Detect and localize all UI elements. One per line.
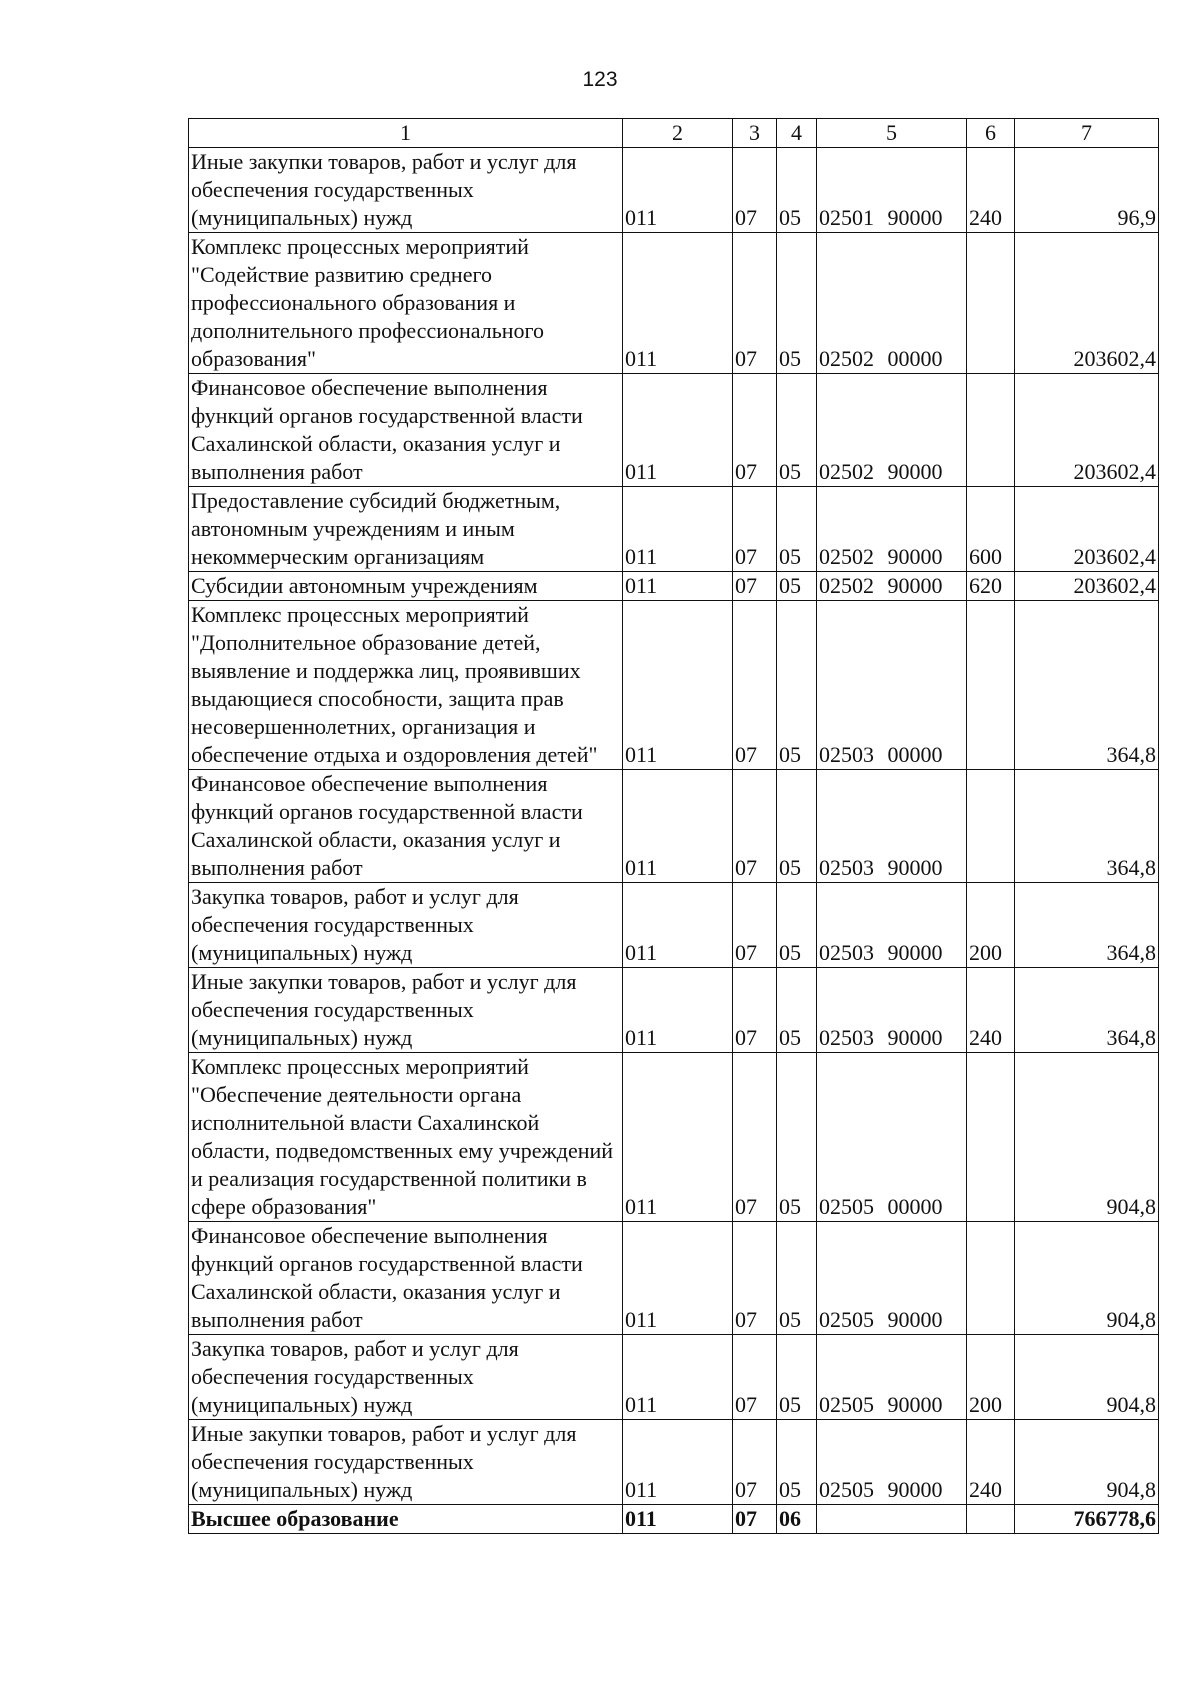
table-row — [189, 572, 1159, 601]
col-header-6: 6 — [967, 119, 1015, 148]
cell-name: Комплекс процессных мероприятий "Содействие развитию среднего профессионального образования и дополнительного профессионального образования" — [189, 233, 623, 374]
cell-ministry-code: 011 — [623, 601, 733, 770]
cell-expense-type — [967, 601, 1015, 770]
cell-expense-type: 620 — [967, 572, 1015, 601]
cell-expense-type: 240 — [967, 148, 1015, 233]
cell-subsection-code: 05 — [777, 770, 817, 883]
cell-section-code: 07 — [733, 487, 777, 572]
cell-section-code: 07 — [733, 770, 777, 883]
cell-subsection-code: 05 — [777, 968, 817, 1053]
cell-section-code: 07 — [733, 148, 777, 233]
cell-target-code: 02502 00000 — [817, 233, 967, 374]
table-row — [189, 1420, 1159, 1505]
cell-target-code: 02505 90000 — [817, 1335, 967, 1420]
col-header-2: 2 — [623, 119, 733, 148]
cell-ministry-code: 011 — [623, 770, 733, 883]
cell-name: Субсидии автономным учреждениям — [189, 572, 623, 601]
table-row — [189, 883, 1159, 968]
cell-target-code — [817, 1505, 967, 1534]
cell-target-code: 02502 90000 — [817, 374, 967, 487]
cell-amount: 904,8 — [1015, 1335, 1159, 1420]
cell-subsection-code: 05 — [777, 601, 817, 770]
table-row — [189, 601, 1159, 770]
cell-amount: 203602,4 — [1015, 233, 1159, 374]
cell-section-code: 07 — [733, 233, 777, 374]
col-header-1: 1 — [189, 119, 623, 148]
cell-expense-type — [967, 374, 1015, 487]
table-row — [189, 1222, 1159, 1335]
table-row — [189, 148, 1159, 233]
cell-amount: 904,8 — [1015, 1222, 1159, 1335]
cell-section-code: 07 — [733, 883, 777, 968]
cell-expense-type — [967, 770, 1015, 883]
cell-amount: 364,8 — [1015, 770, 1159, 883]
cell-section-code: 07 — [733, 1222, 777, 1335]
cell-target-code: 02505 00000 — [817, 1053, 967, 1222]
cell-amount: 203602,4 — [1015, 487, 1159, 572]
cell-expense-type — [967, 1222, 1015, 1335]
cell-ministry-code: 011 — [623, 1335, 733, 1420]
cell-subsection-code: 05 — [777, 572, 817, 601]
cell-ministry-code: 011 — [623, 487, 733, 572]
cell-ministry-code: 011 — [623, 1505, 733, 1534]
cell-ministry-code: 011 — [623, 883, 733, 968]
cell-name: Комплекс процессных мероприятий "Обеспечение деятельности органа исполнительной власти Сахалинской области, подведомственных ему учреждений и реализация государственной политики в сфере образования" — [189, 1053, 623, 1222]
cell-section-code: 07 — [733, 1053, 777, 1222]
col-header-3: 3 — [733, 119, 777, 148]
cell-target-code: 02503 90000 — [817, 770, 967, 883]
page-number: 123 — [582, 68, 618, 91]
cell-expense-type — [967, 1505, 1015, 1534]
cell-amount: 364,8 — [1015, 601, 1159, 770]
col-header-5: 5 — [817, 119, 967, 148]
cell-subsection-code: 05 — [777, 1420, 817, 1505]
cell-name: Финансовое обеспечение выполнения функций органов государственной власти Сахалинской области, оказания услуг и выполнения работ — [189, 770, 623, 883]
cell-subsection-code: 06 — [777, 1505, 817, 1534]
cell-section-code: 07 — [733, 601, 777, 770]
cell-section-code: 07 — [733, 1335, 777, 1420]
cell-name: Закупка товаров, работ и услуг для обеспечения государственных (муниципальных) нужд — [189, 1335, 623, 1420]
cell-expense-type — [967, 1053, 1015, 1222]
table-row — [189, 968, 1159, 1053]
cell-amount: 904,8 — [1015, 1053, 1159, 1222]
cell-target-code: 02505 90000 — [817, 1222, 967, 1335]
cell-subsection-code: 05 — [777, 233, 817, 374]
col-header-4: 4 — [777, 119, 817, 148]
cell-amount: 203602,4 — [1015, 374, 1159, 487]
cell-section-code: 07 — [733, 1505, 777, 1534]
cell-name: Иные закупки товаров, работ и услуг для обеспечения государственных (муниципальных) нужд — [189, 148, 623, 233]
table-row — [189, 770, 1159, 883]
cell-target-code: 02502 90000 — [817, 572, 967, 601]
cell-section-code: 07 — [733, 572, 777, 601]
cell-name: Предоставление субсидий бюджетным, автономным учреждениям и иным некоммерческим организациям — [189, 487, 623, 572]
cell-expense-type: 240 — [967, 968, 1015, 1053]
cell-subsection-code: 05 — [777, 1053, 817, 1222]
col-header-7: 7 — [1015, 119, 1159, 148]
cell-target-code: 02503 00000 — [817, 601, 967, 770]
cell-amount: 203602,4 — [1015, 572, 1159, 601]
cell-name: Иные закупки товаров, работ и услуг для обеспечения государственных (муниципальных) нужд — [189, 1420, 623, 1505]
total-row — [189, 1505, 1159, 1534]
cell-expense-type: 200 — [967, 883, 1015, 968]
cell-expense-type: 200 — [967, 1335, 1015, 1420]
cell-expense-type: 600 — [967, 487, 1015, 572]
cell-name: Закупка товаров, работ и услуг для обеспечения государственных (муниципальных) нужд — [189, 883, 623, 968]
cell-ministry-code: 011 — [623, 968, 733, 1053]
table-row — [189, 374, 1159, 487]
cell-expense-type: 240 — [967, 1420, 1015, 1505]
cell-amount: 364,8 — [1015, 883, 1159, 968]
cell-name: Комплекс процессных мероприятий "Дополнительное образование детей, выявление и поддержка лиц, проявивших выдающиеся способности, защита прав несовершеннолетних, организация и обеспечение отдыха и оздоровления детей" — [189, 601, 623, 770]
cell-ministry-code: 011 — [623, 233, 733, 374]
table-row — [189, 1053, 1159, 1222]
cell-target-code: 02501 90000 — [817, 148, 967, 233]
budget-table — [188, 118, 1159, 1534]
cell-ministry-code: 011 — [623, 1222, 733, 1335]
cell-section-code: 07 — [733, 1420, 777, 1505]
cell-subsection-code: 05 — [777, 148, 817, 233]
cell-name: Финансовое обеспечение выполнения функций органов государственной власти Сахалинской области, оказания услуг и выполнения работ — [189, 374, 623, 487]
table-row — [189, 487, 1159, 572]
cell-subsection-code: 05 — [777, 1335, 817, 1420]
cell-ministry-code: 011 — [623, 148, 733, 233]
cell-target-code: 02503 90000 — [817, 968, 967, 1053]
cell-section-code: 07 — [733, 968, 777, 1053]
cell-section-code: 07 — [733, 374, 777, 487]
header-row — [189, 119, 1159, 148]
cell-name: Высшее образование — [189, 1505, 623, 1534]
cell-amount: 904,8 — [1015, 1420, 1159, 1505]
cell-subsection-code: 05 — [777, 883, 817, 968]
cell-amount: 766778,6 — [1015, 1505, 1159, 1534]
cell-expense-type — [967, 233, 1015, 374]
cell-subsection-code: 05 — [777, 1222, 817, 1335]
cell-subsection-code: 05 — [777, 487, 817, 572]
cell-name: Иные закупки товаров, работ и услуг для обеспечения государственных (муниципальных) нужд — [189, 968, 623, 1053]
cell-name: Финансовое обеспечение выполнения функций органов государственной власти Сахалинской области, оказания услуг и выполнения работ — [189, 1222, 623, 1335]
cell-target-code: 02505 90000 — [817, 1420, 967, 1505]
table-row — [189, 233, 1159, 374]
table-row — [189, 1335, 1159, 1420]
cell-amount: 364,8 — [1015, 968, 1159, 1053]
cell-ministry-code: 011 — [623, 1053, 733, 1222]
cell-ministry-code: 011 — [623, 1420, 733, 1505]
cell-ministry-code: 011 — [623, 572, 733, 601]
cell-target-code: 02503 90000 — [817, 883, 967, 968]
cell-target-code: 02502 90000 — [817, 487, 967, 572]
cell-subsection-code: 05 — [777, 374, 817, 487]
cell-amount: 96,9 — [1015, 148, 1159, 233]
cell-ministry-code: 011 — [623, 374, 733, 487]
